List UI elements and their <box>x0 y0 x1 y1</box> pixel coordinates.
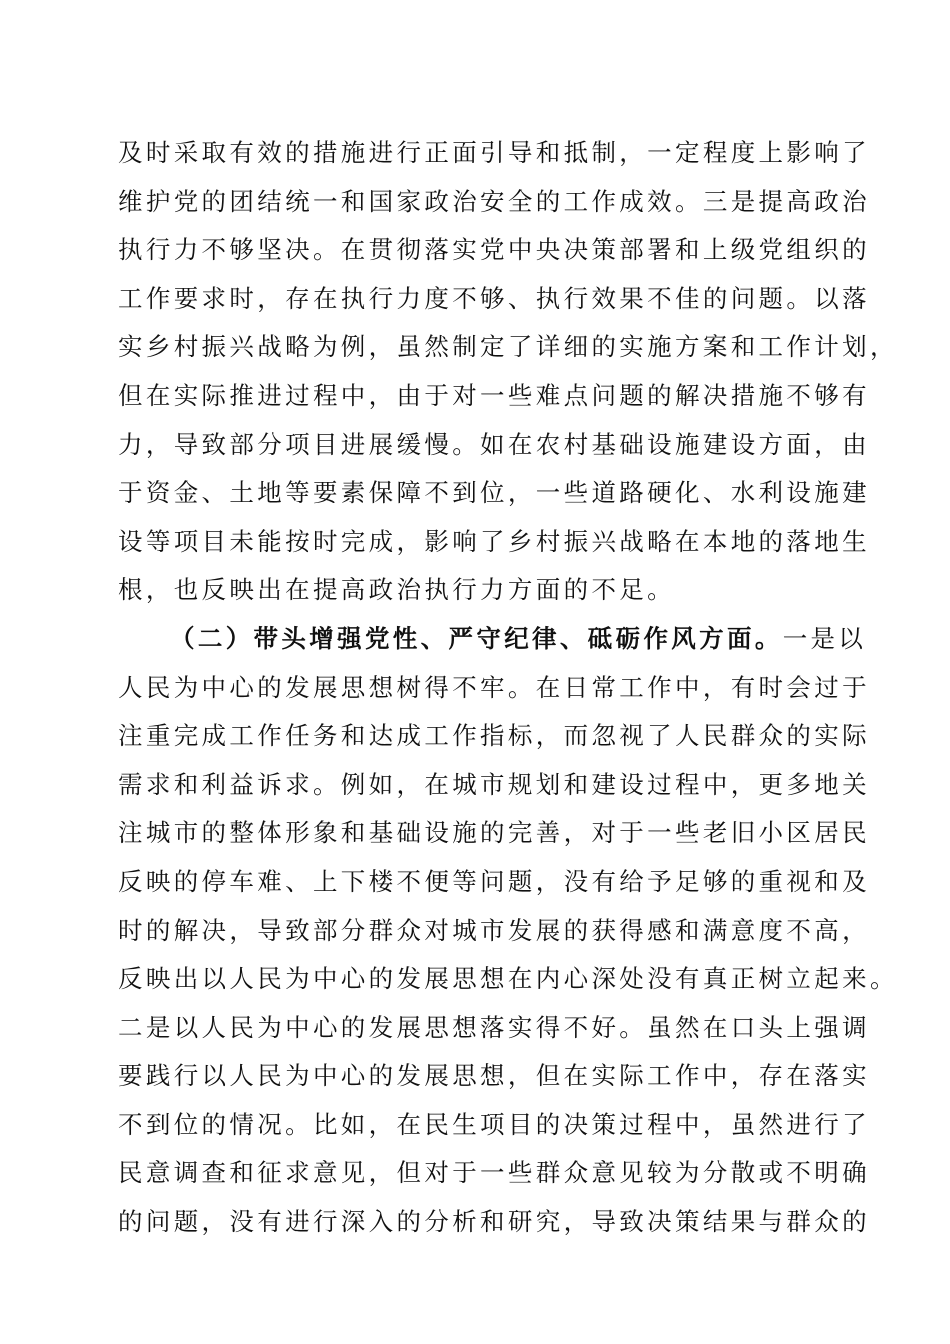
text-line: 维护党的团结统一和国家政治安全的工作成效。三是提高政治 <box>118 186 870 216</box>
text-line: 人民为中心的发展思想树得不牢。在日常工作中，有时会过于 <box>118 672 870 702</box>
text-line: 执行力不够坚决。在贯彻落实党中央决策部署和上级党组织的 <box>118 235 870 265</box>
text-line: 反映出以人民为中心的发展思想在内心深处没有真正树立起来。 <box>118 964 898 994</box>
text-line: 反映的停车难、上下楼不便等问题，没有给予足够的重视和及 <box>118 866 870 896</box>
text-line: 实乡村振兴战略为例，虽然制定了详细的实施方案和工作计划， <box>118 332 898 362</box>
text-line: 及时采取有效的措施进行正面引导和抵制，一定程度上影响了 <box>118 138 870 167</box>
text-line: 注城市的整体形象和基础设施的完善，对于一些老旧小区居民 <box>118 818 870 848</box>
text-line: 要践行以人民为中心的发展思想，但在实际工作中，存在落实 <box>118 1061 870 1091</box>
text-line: 民意调查和征求意见，但对于一些群众意见较为分散或不明确 <box>118 1158 870 1188</box>
text-line: 二是以人民为中心的发展思想落实得不好。虽然在口头上强调 <box>118 1012 870 1042</box>
paragraph-2 <box>118 615 898 1247</box>
text-line: 设等项目未能按时完成，影响了乡村振兴战略在本地的落地生 <box>118 526 870 556</box>
text-line: 需求和利益诉求。例如，在城市规划和建设过程中，更多地关 <box>118 769 870 799</box>
text-line: 于资金、土地等要素保障不到位，一些道路硬化、水利设施建 <box>118 478 870 508</box>
text-line: 力，导致部分项目进展缓慢。如在农村基础设施建设方面，由 <box>118 429 870 459</box>
text-line: 工作要求时，存在执行力度不够、执行效果不佳的问题。以落 <box>118 283 870 313</box>
section-heading: （二）带头增强党性、严守纪律、砥砺作风方面。 <box>170 623 783 653</box>
text-line: 时的解决，导致部分群众对城市发展的获得感和满意度不高， <box>118 915 870 945</box>
text-line: 注重完成工作任务和达成工作指标，而忽视了人民群众的实际 <box>118 721 870 751</box>
text-span: 一是以 <box>782 623 867 653</box>
text-line: 根，也反映出在提高政治执行力方面的不足。 <box>118 575 675 605</box>
text-line: 但在实际推进过程中，由于对一些难点问题的解决措施不够有 <box>118 380 870 410</box>
text-line: 不到位的情况。比如，在民生项目的决策过程中，虽然进行了 <box>118 1109 870 1139</box>
text-line: 的问题，没有进行深入的分析和研究，导致决策结果与群众的 <box>118 1207 870 1237</box>
section-heading-line <box>118 615 867 664</box>
body-text <box>118 129 898 1247</box>
paragraph-1 <box>118 129 898 615</box>
